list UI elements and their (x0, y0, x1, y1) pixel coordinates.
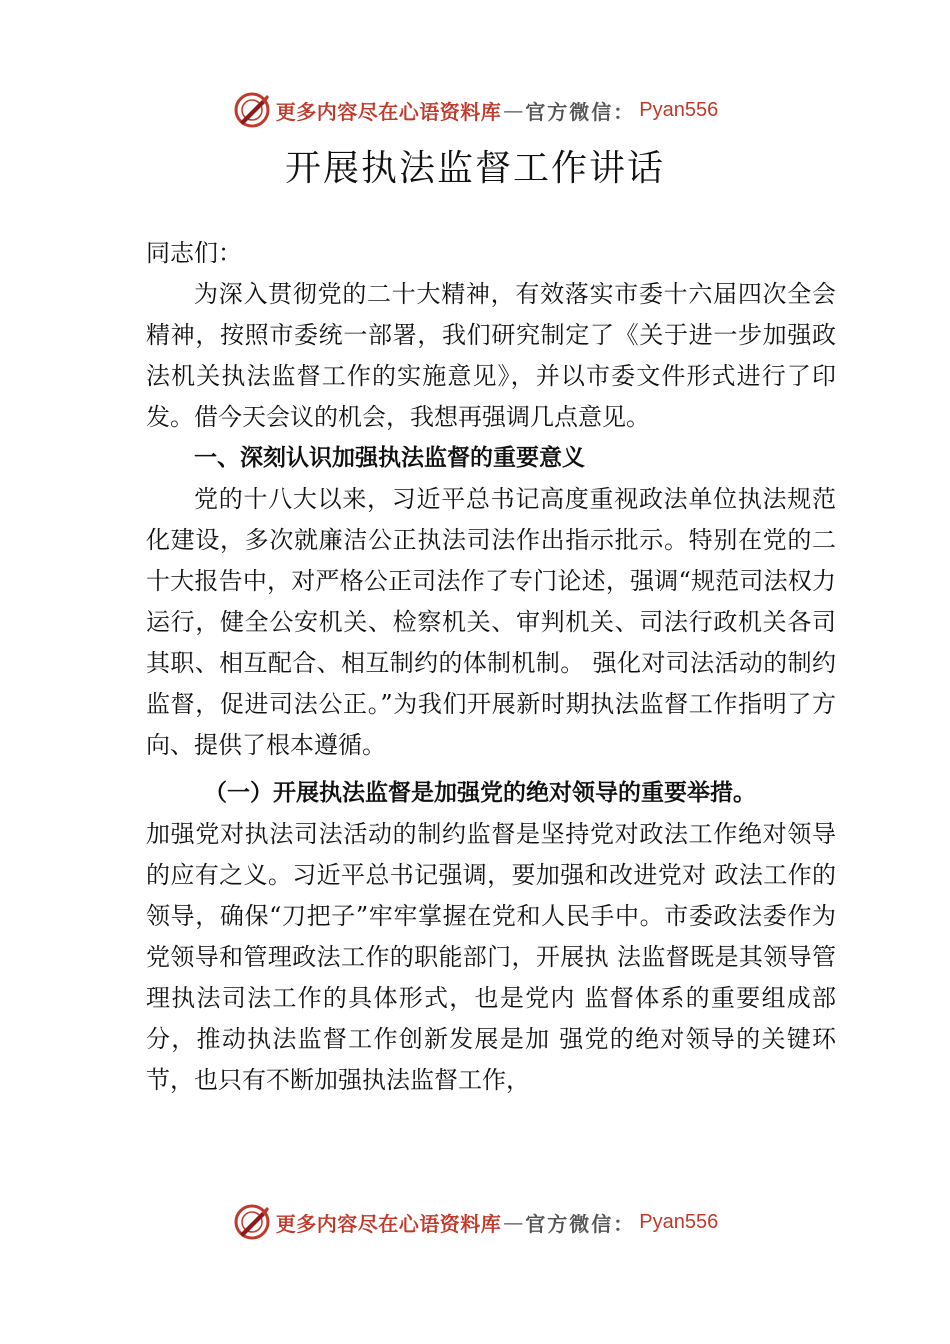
watermark-brand: 更多内容尽在心语资料库 (275, 99, 502, 124)
subsection-1-paragraph: 加强党对执法司法活动的制约监督是坚持党对政法工作绝对领导的应有之义。习近平总书记强调，要加强和改进党对 政法工作的领导，确保“刀把子”牢牢掌握在党和人民手中。市委政法委作为党领导和管理政法工作的职能部门，开展执 法监督既是其领导管理执法司法工作的具体形式，也是党内 监督体系的重要组成部分，推动执法监督工作创新发展是加 强党的绝对领导的关键环节，也只有不断加强执法监督工作， (146, 820, 836, 1094)
brush-logo-icon (232, 90, 272, 130)
document-title: 开展执法监督工作讲话 (284, 148, 665, 189)
watermark-header (0, 87, 950, 133)
watermark-separator: — (503, 98, 524, 122)
watermark-wechat-id: Pyan556 (639, 98, 719, 121)
watermark-wechat-id: Pyan556 (639, 1210, 719, 1233)
watermark-separator: — (503, 1210, 524, 1234)
watermark-official: 官方微信： (525, 99, 636, 124)
watermark-official: 官方微信： (525, 1211, 636, 1236)
watermark-brand: 更多内容尽在心语资料库 (275, 1211, 502, 1236)
intro-paragraph: 为深入贯彻党的二十大精神，有效落实市委十六届四次全会精神，按照市委统一部署，我们研究制定了《关于进一步加强政法机关执法监督工作的实施意见》，并以市委文件形式进行了印发。借今天会议的机会，我想再强调几点意见。 (146, 280, 836, 431)
greeting: 同志们： (146, 239, 242, 267)
brush-logo-icon (232, 1202, 272, 1242)
section-1-paragraph: 党的十八大以来，习近平总书记高度重视政法单位执法规范化建设，多次就廉洁公正执法司法作出指示批示。特别在党的二十大报告中，对严格公正司法作了专门论述，强调“规范司法权力运行，健全公安机关、检察机关、审判机关、司法行政机关各司其职、相互配合、相互制约的体制机制。 强化对司法活动的制约监督，促进司法公正。”为我们开展新时期执法监督工作指明了方向、提供了根本遵循。 (146, 485, 836, 759)
section-heading-1: 一、深刻认识加强执法监督的重要意义 (194, 445, 585, 471)
subsection-heading-1: （一）开展执法监督是加强党的绝对领导的重要举措。 (204, 780, 756, 806)
watermark-footer (0, 1199, 950, 1245)
document-body (146, 233, 836, 1101)
